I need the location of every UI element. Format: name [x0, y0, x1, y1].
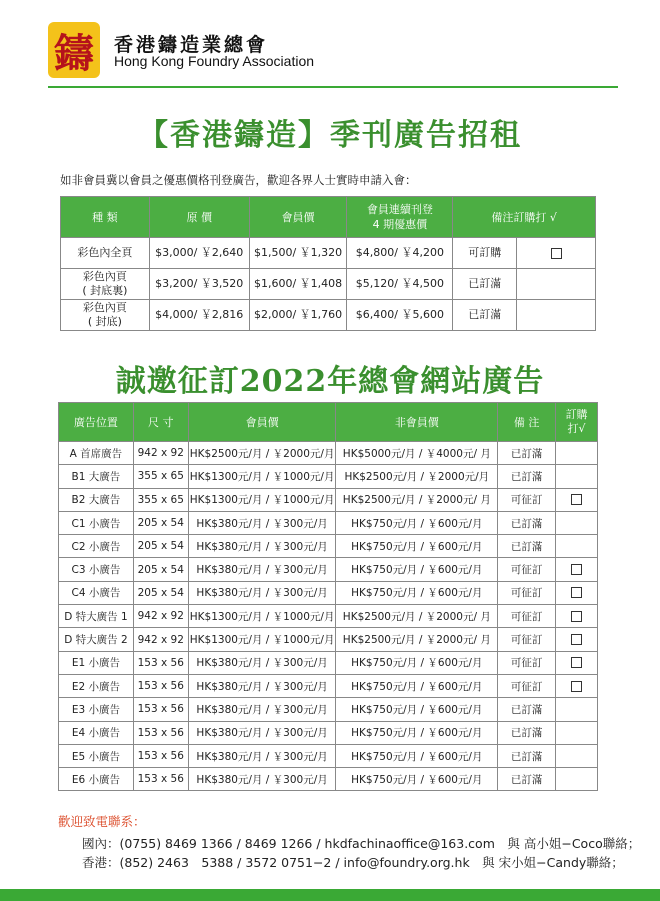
ad-size: 942 x 92	[133, 628, 188, 651]
ad-size: 355 x 65	[133, 465, 188, 488]
website-ad-table	[58, 402, 598, 791]
table-row	[61, 300, 596, 331]
order-cell	[556, 558, 598, 581]
member-price: HK$1300元/月 / ￥1000元/月	[188, 488, 336, 511]
nonmember-price: HK$750元/月 / ￥600元/月	[336, 581, 498, 604]
ad-position: C2 小廣告	[59, 535, 134, 558]
ad-size: 205 x 54	[133, 511, 188, 534]
quarterly-ad-title: 【香港鑄造】季刊廣告招租	[138, 118, 522, 153]
table-header-row	[59, 403, 598, 442]
order-cell	[556, 721, 598, 744]
order-cell	[556, 628, 598, 651]
ad-size: 153 x 56	[133, 698, 188, 721]
member-price: HK$1300元/月 / ￥1000元/月	[188, 628, 336, 651]
ad-position: B1 大廣告	[59, 465, 134, 488]
order-cell	[517, 269, 596, 300]
table-row	[59, 768, 598, 791]
membership-intro: 如非會員冀以會員之優惠價格刊登廣告，歡迎各界人士實時申請入會：	[60, 173, 417, 187]
table-row	[59, 558, 598, 581]
col-header-member-price: 會員價	[188, 403, 336, 442]
status-text: 可征訂	[498, 581, 556, 604]
member-price: HK$380元/月 / ￥300元/月	[188, 744, 336, 767]
col-header-member: 會員價	[249, 197, 347, 238]
status-text: 可征訂	[498, 651, 556, 674]
table-row	[61, 269, 596, 300]
member-price: HK$380元/月 / ￥300元/月	[188, 581, 336, 604]
table-row	[61, 238, 596, 269]
member-price: HK$380元/月 / ￥300元/月	[188, 535, 336, 558]
ad-size: 205 x 54	[133, 558, 188, 581]
nonmember-price: HK$2500元/月 / ￥2000元/ 月	[336, 488, 498, 511]
ad-position: D 特大廣告 1	[59, 605, 134, 628]
order-cell	[556, 674, 598, 697]
member-price: HK$380元/月 / ￥300元/月	[188, 768, 336, 791]
status-text: 已訂滿	[498, 465, 556, 488]
ad-size: 153 x 56	[133, 768, 188, 791]
table-row	[59, 535, 598, 558]
ad-position: C3 小廣告	[59, 558, 134, 581]
status-text: 已訂滿	[498, 535, 556, 558]
nonmember-price: HK$750元/月 / ￥600元/月	[336, 651, 498, 674]
order-cell	[556, 651, 598, 674]
table-header-row	[61, 197, 596, 238]
member-price: HK$380元/月 / ￥300元/月	[188, 558, 336, 581]
status-text: 已訂滿	[498, 698, 556, 721]
nonmember-price: HK$750元/月 / ￥600元/月	[336, 768, 498, 791]
member-price: HK$380元/月 / ￥300元/月	[188, 698, 336, 721]
order-checkbox[interactable]	[571, 681, 582, 692]
four-issue-price: $4,800/ ￥4,200	[347, 238, 453, 269]
org-name-cn: 香港鑄造業總會	[114, 34, 269, 56]
original-price: $4,000/ ￥2,816	[149, 300, 249, 331]
order-cell	[556, 698, 598, 721]
ad-size: 153 x 56	[133, 651, 188, 674]
table-row	[59, 651, 598, 674]
table-row	[59, 581, 598, 604]
ad-position: A 首席廣告	[59, 442, 134, 465]
ad-size: 942 x 92	[133, 442, 188, 465]
nonmember-price: HK$750元/月 / ￥600元/月	[336, 721, 498, 744]
table-row	[59, 488, 598, 511]
ad-type: 彩色內頁 ( 封底)	[61, 300, 150, 331]
ad-size: 153 x 56	[133, 744, 188, 767]
order-checkbox[interactable]	[571, 587, 582, 598]
order-cell	[556, 581, 598, 604]
footer-bar	[0, 889, 660, 901]
order-checkbox[interactable]	[571, 564, 582, 575]
order-checkbox[interactable]	[571, 657, 582, 668]
nonmember-price: HK$750元/月 / ￥600元/月	[336, 558, 498, 581]
header	[48, 18, 608, 82]
status-text: 已訂滿	[453, 300, 517, 331]
status-text: 可征訂	[498, 558, 556, 581]
ad-size: 205 x 54	[133, 581, 188, 604]
nonmember-price: HK$750元/月 / ￥600元/月	[336, 674, 498, 697]
status-text: 可征訂	[498, 488, 556, 511]
ad-position: C1 小廣告	[59, 511, 134, 534]
status-text: 可征訂	[498, 674, 556, 697]
ad-size: 205 x 54	[133, 535, 188, 558]
col-header-remarks: 備注訂購打 √	[453, 197, 596, 238]
table-row	[59, 674, 598, 697]
status-text: 已訂滿	[453, 269, 517, 300]
order-cell	[556, 465, 598, 488]
ad-size: 355 x 65	[133, 488, 188, 511]
order-cell	[556, 442, 598, 465]
col-header-original: 原 價	[149, 197, 249, 238]
org-name-en: Hong Kong Foundry Association	[114, 53, 315, 69]
order-cell	[556, 488, 598, 511]
order-checkbox[interactable]	[571, 634, 582, 645]
status-text: 已訂滿	[498, 744, 556, 767]
col-header-position: 廣告位置	[59, 403, 134, 442]
member-price: HK$380元/月 / ￥300元/月	[188, 721, 336, 744]
col-header-four-issue: 會員連續刊登 4 期優惠價	[347, 197, 453, 238]
contact-heading: 歡迎致電聯系：	[58, 814, 146, 829]
table-row	[59, 698, 598, 721]
nonmember-price: HK$750元/月 / ￥600元/月	[336, 511, 498, 534]
col-header-order: 訂購 打√	[556, 403, 598, 442]
four-issue-price: $5,120/ ￥4,500	[347, 269, 453, 300]
status-text: 已訂滿	[498, 768, 556, 791]
table-row	[59, 465, 598, 488]
ad-size: 942 x 92	[133, 605, 188, 628]
order-checkbox[interactable]	[571, 494, 582, 505]
ad-size: 153 x 56	[133, 721, 188, 744]
ad-position: E5 小廣告	[59, 744, 134, 767]
header-divider	[48, 86, 618, 88]
member-price: HK$380元/月 / ￥300元/月	[188, 651, 336, 674]
col-header-remarks: 備 注	[498, 403, 556, 442]
order-checkbox[interactable]	[571, 611, 582, 622]
col-header-nonmember-price: 非會員價	[336, 403, 498, 442]
member-price: $1,600/ ￥1,408	[249, 269, 347, 300]
status-text: 已訂滿	[498, 511, 556, 534]
col-header-type: 種 類	[61, 197, 150, 238]
quarterly-ad-table	[60, 196, 596, 331]
original-price: $3,200/ ￥3,520	[149, 269, 249, 300]
order-cell	[517, 300, 596, 331]
table-row	[59, 744, 598, 767]
contact-hongkong: 香港：(852) 2463 5388 / 3572 0751−2 / info@foundry.org.hk 與 宋小姐−Candy聯絡；	[82, 855, 624, 870]
ad-position: E2 小廣告	[59, 674, 134, 697]
four-issue-price: $6,400/ ￥5,600	[347, 300, 453, 331]
table-row	[59, 442, 598, 465]
member-price: HK$1300元/月 / ￥1000元/月	[188, 465, 336, 488]
order-cell	[556, 535, 598, 558]
status-text: 可征訂	[498, 628, 556, 651]
nonmember-price: HK$750元/月 / ￥600元/月	[336, 698, 498, 721]
foundry-logo: 鑄	[48, 22, 100, 78]
ad-position: D 特大廣告 2	[59, 628, 134, 651]
order-cell	[556, 605, 598, 628]
nonmember-price: HK$2500元/月 / ￥2000元/月	[336, 465, 498, 488]
website-ad-title: 誠邀征訂2022年總會網站廣告	[115, 364, 545, 399]
nonmember-price: HK$750元/月 / ￥600元/月	[336, 535, 498, 558]
status-text: 已訂滿	[498, 721, 556, 744]
order-cell	[556, 744, 598, 767]
ad-size: 153 x 56	[133, 674, 188, 697]
order-cell	[556, 511, 598, 534]
table-row	[59, 721, 598, 744]
order-cell	[556, 768, 598, 791]
member-price: HK$1300元/月 / ￥1000元/月	[188, 605, 336, 628]
table-row	[59, 605, 598, 628]
ad-position: E6 小廣告	[59, 768, 134, 791]
ad-position: B2 大廣告	[59, 488, 134, 511]
table-row	[59, 511, 598, 534]
member-price: HK$380元/月 / ￥300元/月	[188, 511, 336, 534]
member-price: HK$380元/月 / ￥300元/月	[188, 674, 336, 697]
ad-position: E3 小廣告	[59, 698, 134, 721]
status-text: 可訂購	[453, 238, 517, 269]
status-text: 已訂滿	[498, 442, 556, 465]
order-checkbox[interactable]	[551, 248, 562, 259]
member-price: $1,500/ ￥1,320	[249, 238, 347, 269]
nonmember-price: HK$2500元/月 / ￥2000元/ 月	[336, 628, 498, 651]
contact-mainland: 國內：(0755) 8469 1366 / 8469 1266 / hkdfachinaoffice@163.com 與 高小姐−Coco聯絡；	[82, 836, 641, 851]
ad-position: C4 小廣告	[59, 581, 134, 604]
original-price: $3,000/ ￥2,640	[149, 238, 249, 269]
nonmember-price: HK$750元/月 / ￥600元/月	[336, 744, 498, 767]
col-header-size: 尺 寸	[133, 403, 188, 442]
member-price: HK$2500元/月 / ￥2000元/月	[188, 442, 336, 465]
table-row	[59, 628, 598, 651]
nonmember-price: HK$2500元/月 / ￥2000元/ 月	[336, 605, 498, 628]
ad-position: E4 小廣告	[59, 721, 134, 744]
member-price: $2,000/ ￥1,760	[249, 300, 347, 331]
nonmember-price: HK$5000元/月 / ￥4000元/ 月	[336, 442, 498, 465]
order-cell	[517, 238, 596, 269]
ad-type: 彩色內頁 ( 封底裏)	[61, 269, 150, 300]
ad-position: E1 小廣告	[59, 651, 134, 674]
ad-type: 彩色內全頁	[61, 238, 150, 269]
status-text: 可征訂	[498, 605, 556, 628]
